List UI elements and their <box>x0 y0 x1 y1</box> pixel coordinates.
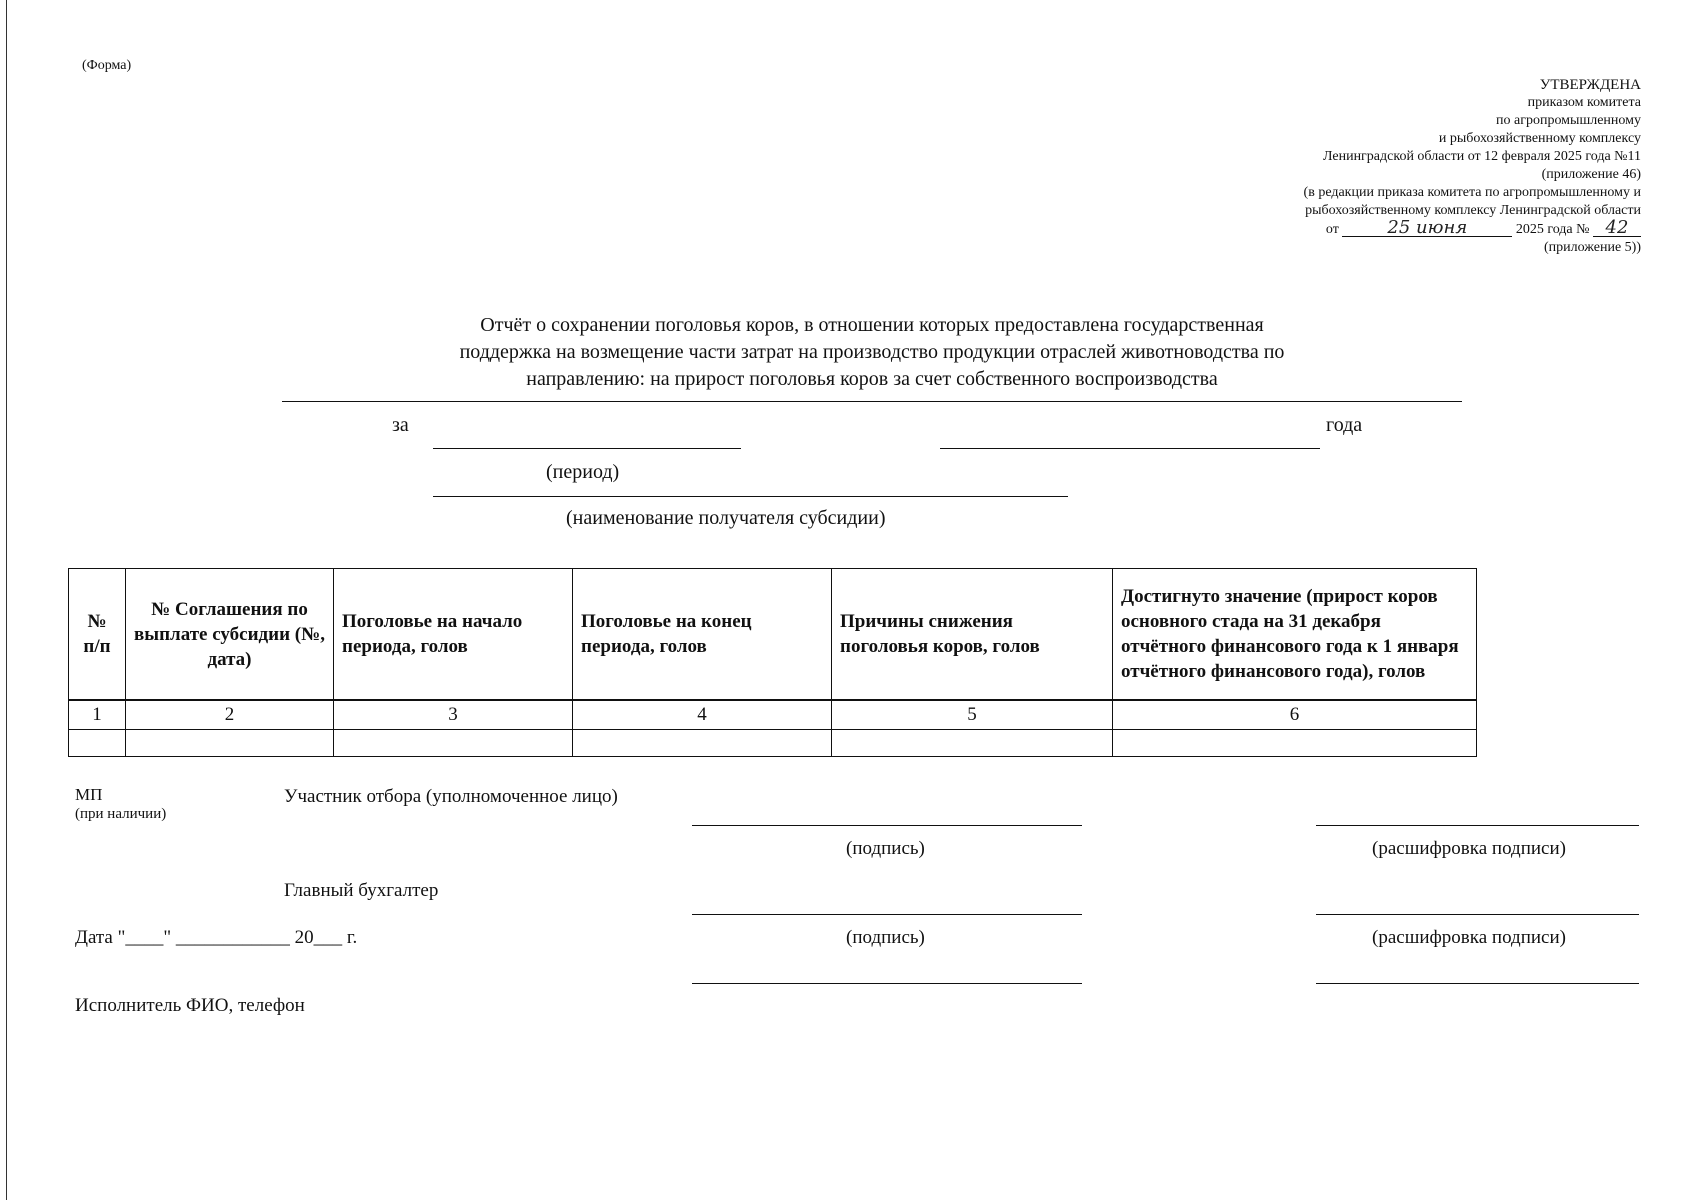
column-number: 6 <box>1113 700 1477 730</box>
accountant-signature-line <box>692 914 1082 915</box>
header-row-number: № п/п <box>69 569 126 701</box>
approval-line: Ленинградской области от 12 февраля 2025 года №11 <box>1322 149 1641 164</box>
title-line: направлению: на прирост поголовья коров за счет собственного воспроизводства <box>526 368 1218 390</box>
accountant-signature-caption: (подпись) <box>846 927 925 948</box>
header-herd-start: Поголовье на начало периода, голов <box>334 569 573 701</box>
handwritten-date: 25 июня <box>1342 220 1512 237</box>
approval-line: (в редакции приказа комитета по агропромышленному и <box>1303 185 1641 200</box>
approval-block <box>1081 76 1641 257</box>
stamp-note: (при наличии) <box>75 806 167 822</box>
title-underline <box>282 401 1462 402</box>
column-number: 1 <box>69 700 126 730</box>
table-cell <box>126 730 334 757</box>
participant-signature-caption: (подпись) <box>846 838 925 859</box>
year-text: 2025 года № <box>1515 222 1590 237</box>
column-number: 2 <box>126 700 334 730</box>
table-cell <box>1113 730 1477 757</box>
table-cell <box>334 730 573 757</box>
date-field-label: Дата "____" ____________ 20___ г. <box>75 927 358 948</box>
period-start-blank <box>433 448 741 449</box>
column-number-row <box>69 700 1477 730</box>
approval-line: приказом комитета <box>1527 95 1641 110</box>
form-label: (Форма) <box>82 58 132 73</box>
header-agreement: № Соглашения по выплате субсидии (№, дата) <box>126 569 334 701</box>
header-achieved-value: Достигнуто значение (прирост коров основного стада на 31 декабря отчётного финансового года к 1 января отчётного финансового года), голов <box>1113 569 1477 701</box>
period-goda-label: года <box>1326 414 1363 436</box>
column-number: 5 <box>832 700 1113 730</box>
header-herd-end: Поголовье на конец периода, голов <box>573 569 832 701</box>
approval-line: и рыбохозяйственному комплексу <box>1438 131 1641 146</box>
approval-closing-line: (приложение 5)) <box>1543 240 1641 255</box>
extra-signature-line <box>692 983 1082 984</box>
approval-line: по агропромышленному <box>1496 113 1641 128</box>
participant-decoding-caption: (расшифровка подписи) <box>1372 838 1566 859</box>
period-za-label: за <box>392 414 409 436</box>
approval-line: рыбохозяйственному комплексу Ленинградской области <box>1305 203 1641 218</box>
approval-line: (приложение 46) <box>1541 167 1641 182</box>
table-header-row <box>69 569 1477 701</box>
executor-label: Исполнитель ФИО, телефон <box>75 995 305 1016</box>
title-line: поддержка на возмещение части затрат на производство продукции отраслей животноводства по <box>459 341 1285 363</box>
column-number: 4 <box>573 700 832 730</box>
accountant-decoding-caption: (расшифровка подписи) <box>1372 927 1566 948</box>
column-number: 3 <box>334 700 573 730</box>
header-decline-reasons: Причины снижения поголовья коров, голов <box>832 569 1113 701</box>
recipient-caption: (наименование получателя субсидии) <box>566 507 886 529</box>
approval-line: УТВЕРЖДЕНА <box>1539 77 1641 93</box>
date-prefix: от <box>1325 222 1339 237</box>
participant-decoding-line <box>1316 825 1639 826</box>
extra-decoding-line <box>1316 983 1639 984</box>
report-title <box>282 312 1462 393</box>
period-end-blank <box>940 448 1320 449</box>
approval-date-line <box>1081 217 1641 239</box>
stamp-label: МП <box>75 785 103 804</box>
recipient-name-blank <box>433 496 1068 497</box>
accountant-decoding-line <box>1316 914 1639 915</box>
participant-signature-line <box>692 825 1082 826</box>
title-line: Отчёт о сохранении поголовья коров, в отношении которых предоставлена государственная <box>480 314 1264 336</box>
table-row <box>69 730 1477 757</box>
handwritten-order-number: 42 <box>1593 220 1641 237</box>
page-left-edge <box>6 0 7 1200</box>
report-table <box>68 568 1477 757</box>
table-cell <box>69 730 126 757</box>
participant-label: Участник отбора (уполномоченное лицо) <box>284 786 618 807</box>
table-cell <box>573 730 832 757</box>
period-caption: (период) <box>546 461 620 483</box>
chief-accountant-label: Главный бухгалтер <box>284 880 439 901</box>
table-cell <box>832 730 1113 757</box>
